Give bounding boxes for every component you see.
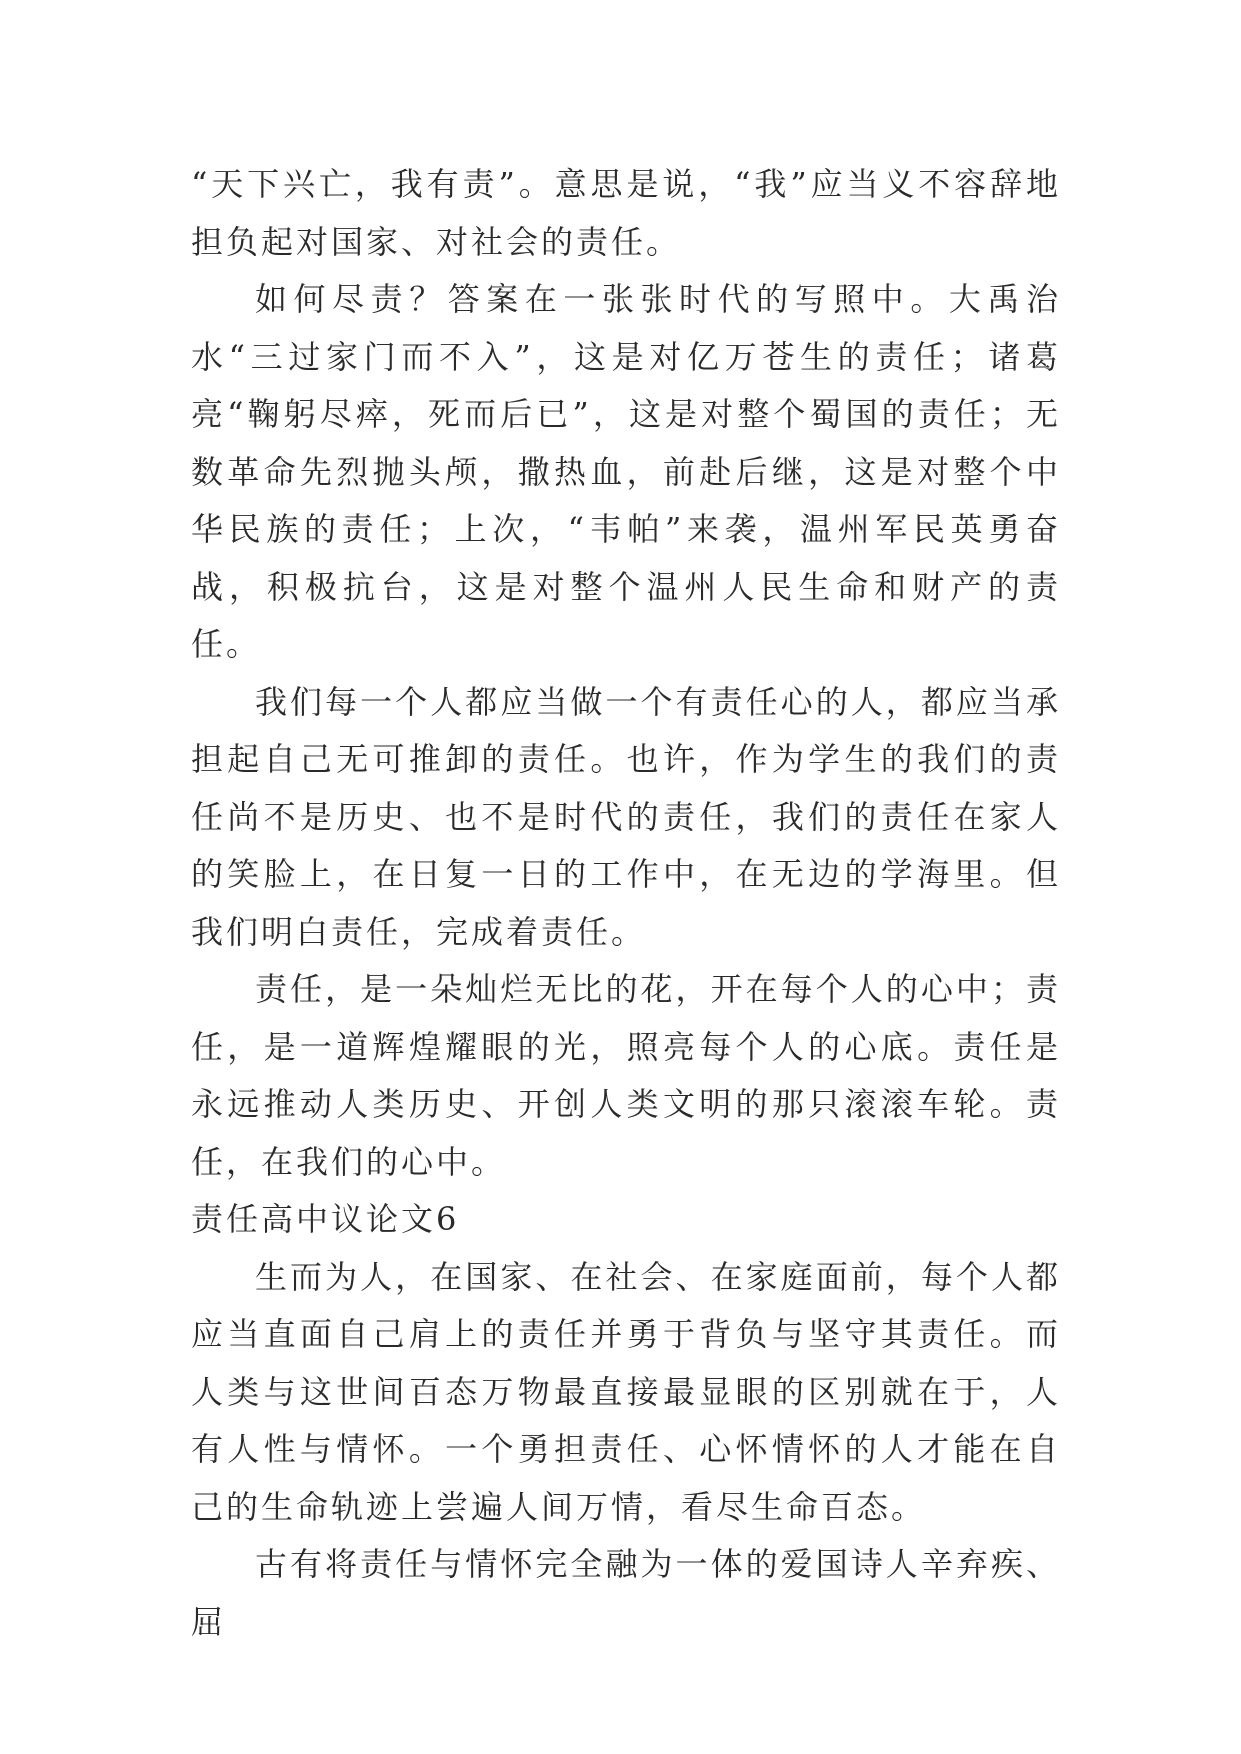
paragraph-5: 生而为人，在国家、在社会、在家庭面前，每个人都应当直面自己肩上的责任并勇于背负与坚守其责任。而人类与这世间百态万物最直接最显眼的区别就在于，人有人性与情怀。一个勇担责任、心怀情怀的人才能在自己的生命轨迹上尝遍人间万情，看尽生命百态。 [191, 1257, 1061, 1526]
paragraph-6: 古有将责任与情怀完全融为一体的爱国诗人辛弃疾、屈 [191, 1545, 1061, 1641]
section-title: 责任高中议论文6 [191, 1200, 460, 1238]
paragraph-2: 如何尽责？答案在一张张时代的写照中。大禹治水“三过家门而不入”，这是对亿万苍生的责任；诸葛亮“鞠躬尽瘁，死而后已”，这是对整个蜀国的责任；无数革命先烈抛头颅，撒热血，前赴后继，这是对整个中华民族的责任；上次，“韦帕”来袭，温州军民英勇奋战，积极抗台，这是对整个温州人民生命和财产的责任。 [191, 280, 1061, 663]
paragraph-1: “天下兴亡，我有责”。意思是说，“我”应当义不容辞地担负起对国家、对社会的责任。 [191, 165, 1061, 261]
paragraph-3: 我们每一个人都应当做一个有责任心的人，都应当承担起自己无可推卸的责任。也许，作为学生的我们的责任尚不是历史、也不是时代的责任，我们的责任在家人的笑脸上，在日复一日的工作中，在无边的学海里。但我们明白责任，完成着责任。 [191, 682, 1061, 951]
document-body [191, 156, 1061, 1651]
paragraph-4: 责任，是一朵灿烂无比的花，开在每个人的心中；责任，是一道辉煌耀眼的光，照亮每个人的心底。责任是永远推动人类历史、开创人类文明的那只滚滚车轮。责任，在我们的心中。 [191, 970, 1061, 1181]
